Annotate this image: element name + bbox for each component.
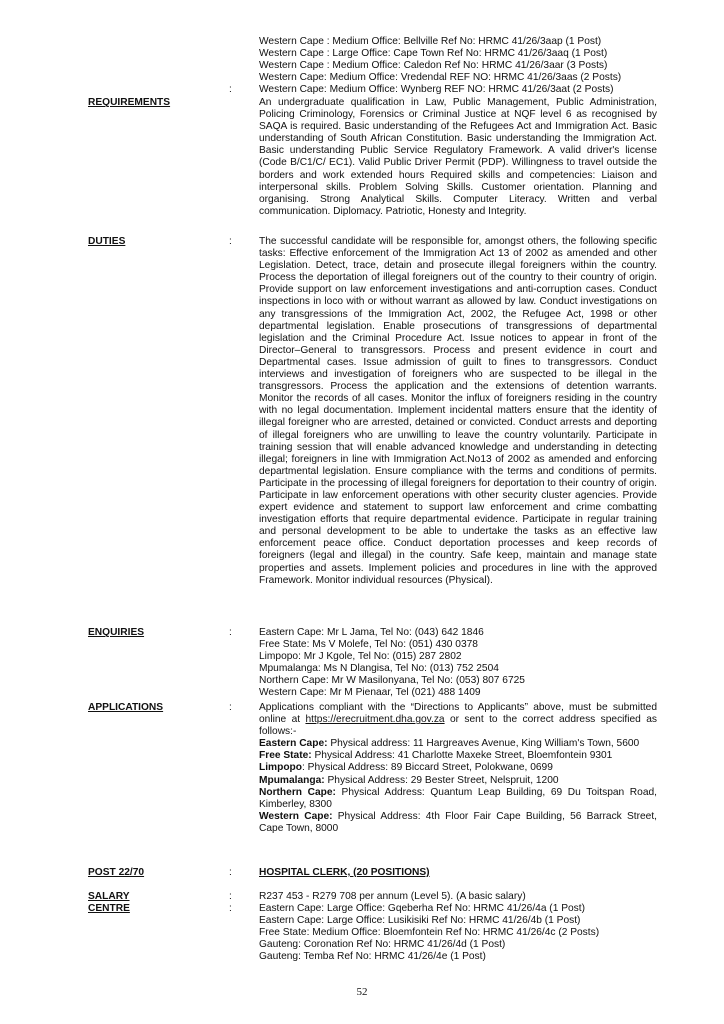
applications-intro [259,702,657,738]
applications-intro-tail: or sent to the correct address specified as follows:- [259,714,657,738]
address-line [259,787,657,811]
address-region: Limpopo [259,762,303,774]
salary-label: SALARY [88,891,130,902]
enquiry-line: Western Cape: Mr M Pienaar, Tel (021) 488 1409 [259,687,481,699]
centre-label: CENTRE [88,903,130,914]
office-line: Western Cape: Medium Office: Wynberg REF NO: HRMC 41/26/3aat (2 Posts) [259,84,614,96]
duties-label: DUTIES [88,236,126,247]
office-line: Western Cape : Large Office: Cape Town Ref No: HRMC 41/26/3aaq (1 Post) [259,48,608,60]
colon: : [229,867,232,878]
page-number: 52 [356,986,368,998]
address-text: Physical Address: 41 Charlotte Maxeke Street, Bloemfontein 9301 [311,750,613,762]
centre-line: Gauteng: Coronation Ref No: HRMC 41/26/4d (1 Post) [259,939,506,951]
colon: : [229,627,232,638]
address-text: Physical Address: Quantum Leap Building, 69 Du Toitspan Road, Kimberley, 8300 [259,786,657,810]
post-title: HOSPITAL CLERK, (20 POSITIONS) [259,867,430,878]
address-text: Physical address: 11 Hargreaves Avenue, King William's Town, 5600 [327,738,640,750]
enquiry-line: Limpopo: Mr J Kgole, Tel No: (015) 287 2802 [259,651,462,663]
erecruitment-link[interactable]: https://erecruitment.dha.gov.za [305,714,445,726]
enquiries-label: ENQUIRIES [88,627,145,638]
address-line [259,738,657,750]
applications-label: APPLICATIONS [88,702,164,713]
address-region: Free State: [259,750,312,762]
office-line: Western Cape: Medium Office: Vredendal REF NO: HRMC 41/26/3aas (2 Posts) [259,72,622,84]
address-region: Northern Cape: [259,786,336,798]
requirements-label: REQUIREMENTS [88,97,171,108]
centre-line: Eastern Cape: Large Office: Lusikisiki Ref No: HRMC 41/26/4b (1 Post) [259,915,581,927]
applications-intro-text: Applications compliant with the “Directions to Applicants” above, must be submitted online at [259,702,657,726]
applications-body [259,702,657,835]
requirements-text: An undergraduate qualification in Law, Public Management, Public Administration, Policing Criminology, Forensics or Criminal Justice at NQF level 6 as recognised by SAQA is required. Basic understanding of the Refugees Act and Immigration Act. Basic understanding of South African Constitution. Basic understanding the Immigration Act. Basic understanding Public Service Regulatory Framework. A valid driver's license (Code B/C1/C/ EC1). Valid Public Driver Permit (PDP). Willingness to travel outside the borders and work extended hours Required skills and competencies: Liaison and interpersonal skills. Problem Solving Skills. Customer orientation. Planning and organising. Strong Analytical Skills. Computer Literacy. Written and verbal communication. Diplomacy. Patriotic, Honesty and Integrity. [259,97,657,217]
centre-line: Gauteng: Temba Ref No: HRMC 41/26/4e (1 Post) [259,951,486,963]
address-text: Physical Address: 4th Floor Fair Cape Building, 56 Barrack Street, Cape Town, 8000 [259,810,657,834]
colon: : [229,236,232,247]
address-text: Physical Address: 29 Bester Street, Nelspruit, 1200 [324,774,559,786]
office-line: Western Cape : Medium Office: Bellville Ref No: HRMC 41/26/3aap (1 Post) [259,36,602,47]
enquiry-line: Free State: Ms V Molefe, Tel No: (051) 430 0378 [259,639,478,651]
enquiry-line: Northern Cape: Mr W Masilonyana, Tel No: (053) 807 6725 [259,675,525,687]
address-region: Western Cape: [259,810,333,822]
centre-line: Free State: Medium Office: Bloemfontein Ref No: HRMC 41/26/4c (2 Posts) [259,927,600,939]
address-region: Eastern Cape: [259,738,328,750]
centre-list [259,903,657,963]
colon: : [229,702,232,713]
colon: : [229,84,232,96]
salary-text: R237 453 - R279 708 per annum (Level 5). (A basic salary) [259,891,526,902]
top-offices-list [259,36,657,96]
enquiries-list [259,627,657,700]
office-line: Western Cape : Medium Office: Caledon Ref No: HRMC 41/26/3aar (3 Posts) [259,60,608,72]
centre-line: Eastern Cape: Large Office: Gqeberha Ref No: HRMC 41/26/4a (1 Post) [259,903,585,914]
address-region: Mpumalanga: [259,774,325,786]
post-label: POST 22/70 [88,867,145,878]
colon: : [229,891,232,902]
colon: : [229,903,232,914]
enquiry-line: Eastern Cape: Mr L Jama, Tel No: (043) 642 1846 [259,627,484,638]
enquiry-line: Mpumalanga: Ms N Dlangisa, Tel No: (013) 752 2504 [259,663,499,675]
address-line [259,811,657,835]
address-line [259,762,657,774]
address-line [259,750,657,762]
address-line [259,775,657,787]
address-text: : Physical Address: 89 Biccard Street, Polokwane, 0699 [302,762,553,774]
duties-text: The successful candidate will be responsible for, amongst others, the following specific tasks: Effective enforcement of the Immigration Act 13 of 2002 as amended and other Legislation. Detect, trace, detain and prosecute illegal foreigners within the country. Process the deportation of illegal foreigners out of the country to their country of origin. Provide support on law enforcement investigations and anti-corruption cases. Conduct inspections in loco with or without warrant as allowed by law. Conduct investigations on any transgressions of the Immigration Act, 2002, the Refugee Act, 1998 or other departmental legislation. Enable prosecutions of transgressions of departmental legislation and the Criminal Procedure Act. Issue notices to appear in front of the Director–General to transgressors. Process and present evidence in court and Departmental cases. Issue admission of guilt to fines to transgressors. Conduct interviews and investigation of foreigners who are suspected to be illegal in the transgressors. Process the application and the extensions of detention warrants. Monitor the records of all cases. Monitor the influx of foreigners residing in the country with no legal documentation. Implement incidental matters ensure that the identity of illegal foreigner who are arrested, detained or convicted. Conduct arrests and deporting of illegal foreigners who are unwilling to leave the country voluntarily. Participate in training session that will enable advanced knowledge and understanding in detecting illegal; foreigners in line with Immigration Act.No13 of 2002 as amended and enforcing departmental legislation. Ensure compliance with the terms and conditions of permits. Participate in the processing of illegal foreigners for deportation to their country of origin. Participate in law enforcement operations with other security cluster agencies. Provide expert evidence and statement to support law enforcement and crime combatting investigation efforts that require departmental evidence. Participate in regular training and personal development to be able to undertake the tasks as an effective law enforcement peace office. Conduct deportation processes and keep records of foreigners (legal and illegal) in the country. Safe keep, maintain and manage state properties and assets. Implement policies and procedures in line with the approved Framework. Monitor individual resources (Physical). [259,236,657,586]
